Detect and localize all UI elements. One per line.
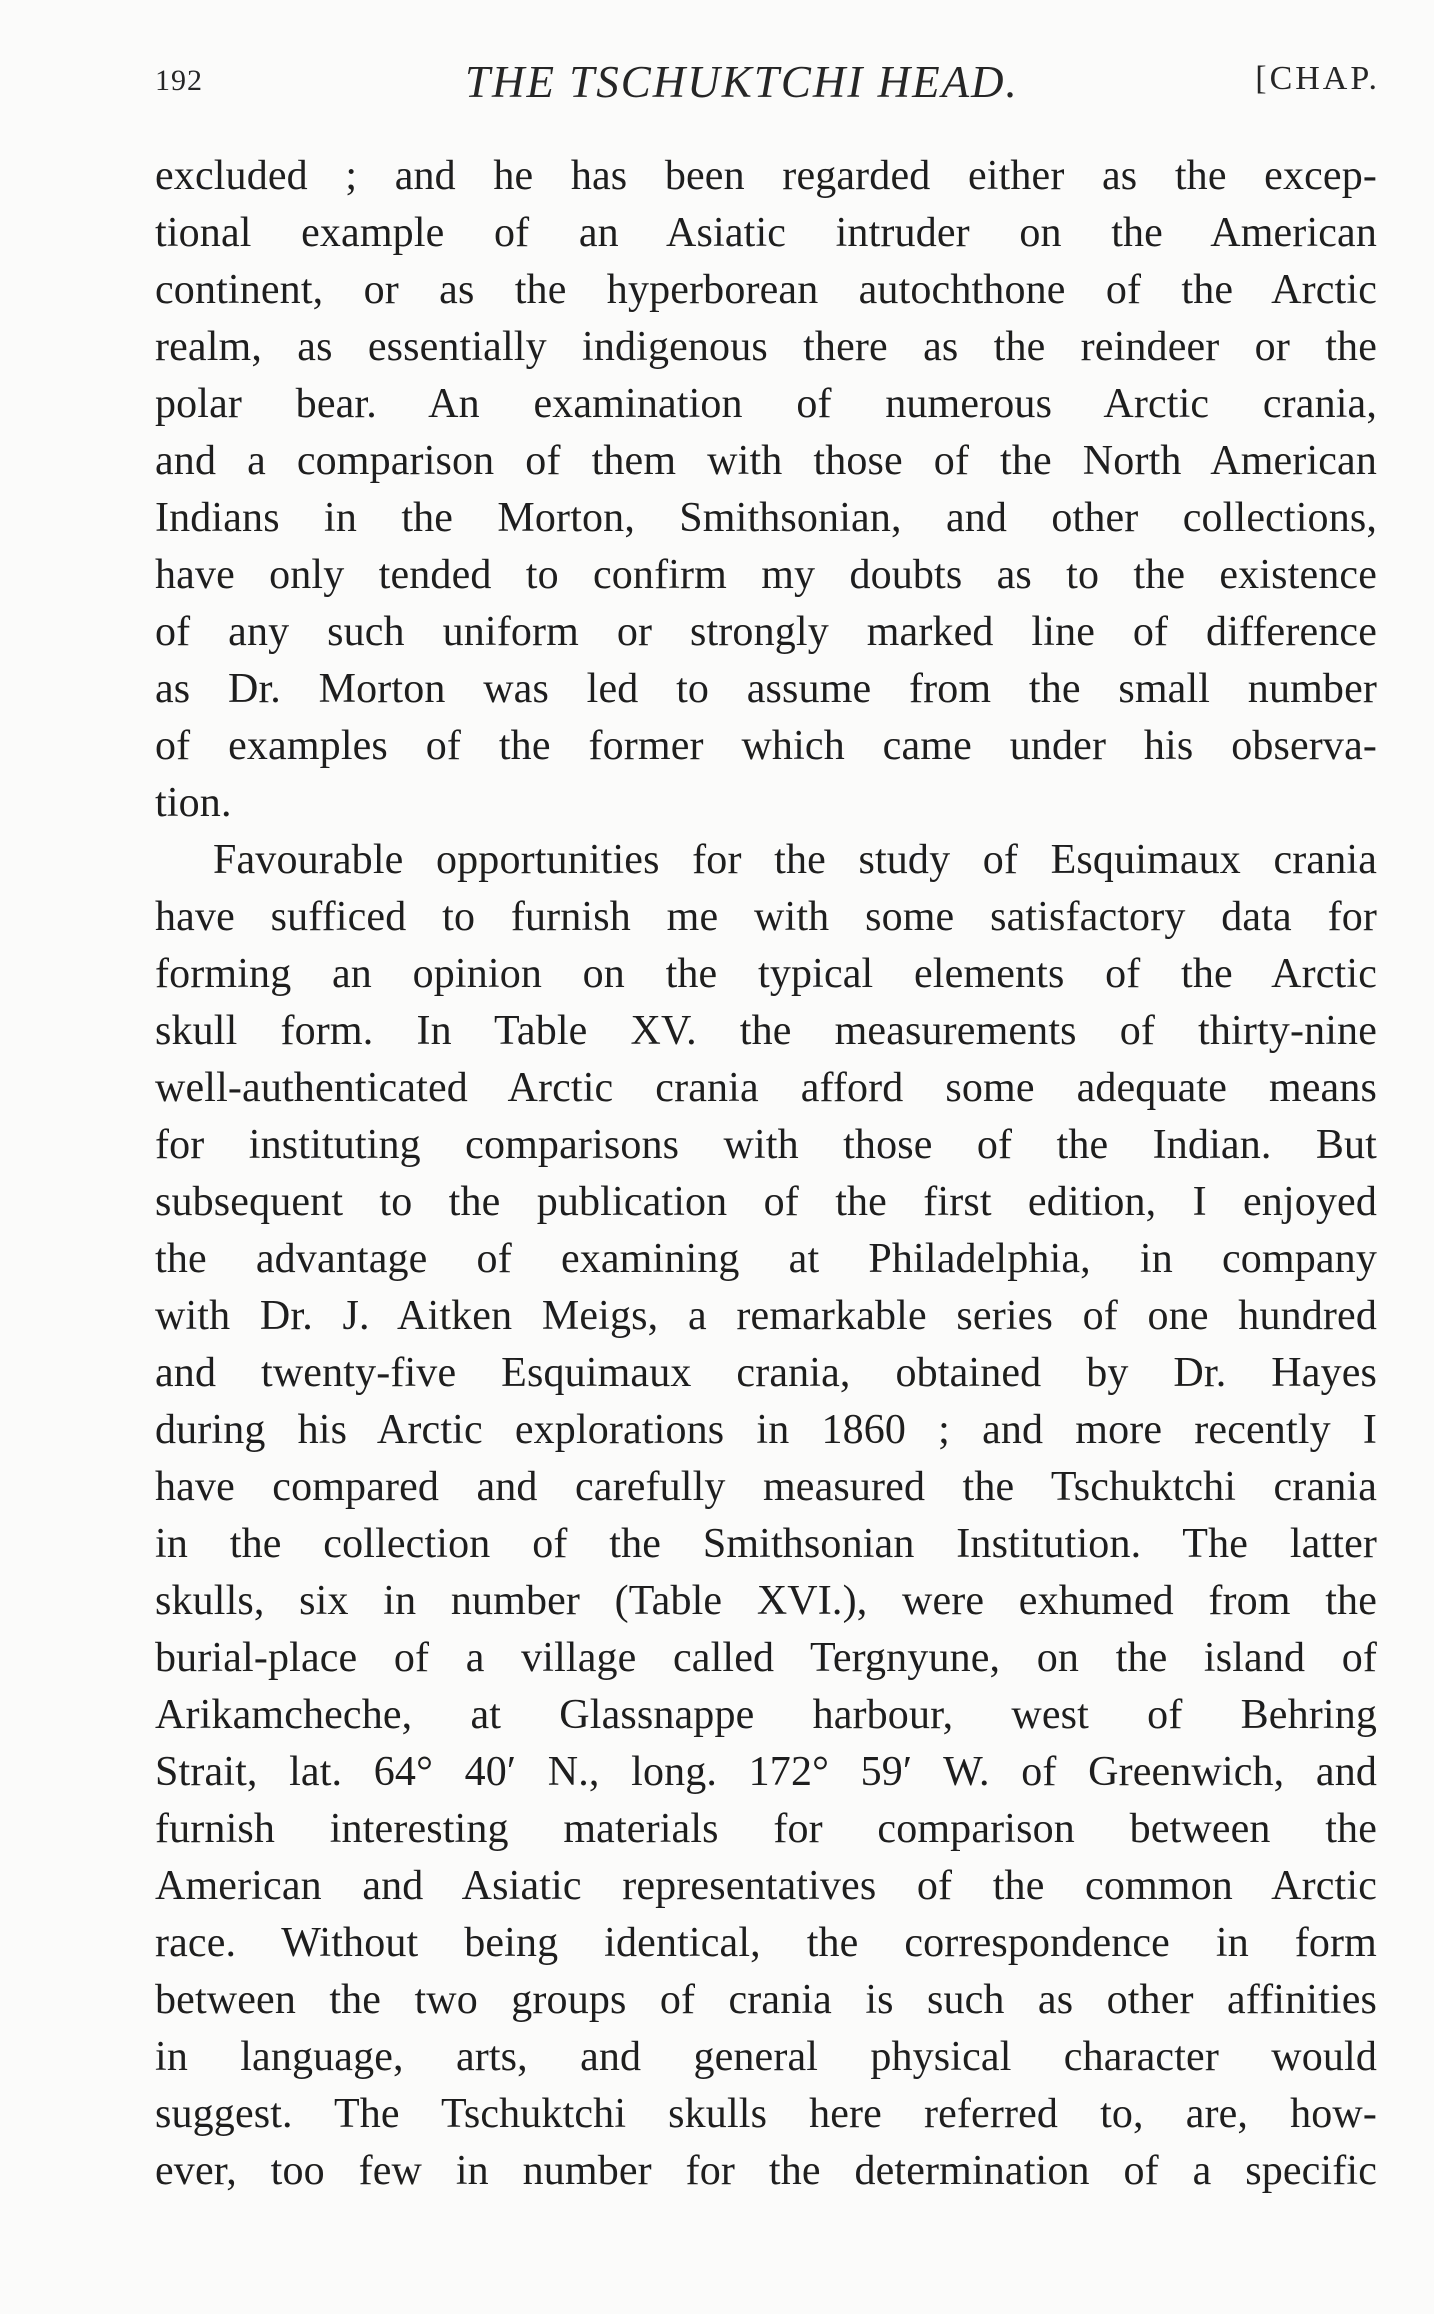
text-line: skull form. In Table XV. the measurements of thirty-nine [155,1008,1377,1054]
text-line: between the two groups of crania is such as other affinities [155,1977,1377,2023]
text-line: have only tended to confirm my doubts as to the existence [155,552,1377,598]
text-line: tional example of an Asiatic intruder on the American [155,210,1377,256]
text-line: American and Asiatic representatives of the common Arctic [155,1863,1377,1909]
chapter-mark: [CHAP. [1255,60,1380,97]
text-line: forming an opinion on the typical elements of the Arctic [155,951,1377,997]
paragraph-2 [155,832,1377,2200]
text-line: in the collection of the Smithsonian Institution. The latter [155,1521,1377,1567]
text-line: ever, too few in number for the determination of a specific [155,2148,1377,2194]
text-line: polar bear. An examination of numerous Arctic crania, [155,381,1377,427]
text-line: the advantage of examining at Philadelphia, in company [155,1236,1377,1282]
text-line: excluded ; and he has been regarded either as the excep- [155,153,1377,199]
text-line: tion. [155,780,232,826]
text-line: furnish interesting materials for comparison between the [155,1806,1377,1852]
text-line: burial-place of a village called Tergnyune, on the island of [155,1635,1377,1681]
text-line: realm, as essentially indigenous there as the reindeer or the [155,324,1377,370]
running-title: THE TSCHUKTCHI HEAD. [465,57,1019,107]
text-line: and a comparison of them with those of the North American [155,438,1377,484]
text-line: of examples of the former which came under his observa- [155,723,1377,769]
text-line: subsequent to the publication of the first edition, I enjoyed [155,1179,1377,1225]
text-line: for instituting comparisons with those of the Indian. But [155,1122,1377,1168]
text-line: Arikamcheche, at Glassnappe harbour, west of Behring [155,1692,1377,1738]
text-line: as Dr. Morton was led to assume from the small number [155,666,1377,712]
text-line: of any such uniform or strongly marked line of difference [155,609,1377,655]
text-line: during his Arctic explorations in 1860 ; and more recently I [155,1407,1377,1453]
text-line: race. Without being identical, the correspondence in form [155,1920,1377,1966]
text-line: have compared and carefully measured the Tschuktchi crania [155,1464,1377,1510]
text-line: continent, or as the hyperborean autochthone of the Arctic [155,267,1377,313]
text-line: Favourable opportunities for the study of Esquimaux crania [213,837,1377,883]
text-line: in language, arts, and general physical character would [155,2034,1377,2080]
paragraph-1 [155,148,1377,832]
text-line: Indians in the Morton, Smithsonian, and other collections, [155,495,1377,541]
text-line: and twenty-five Esquimaux crania, obtained by Dr. Hayes [155,1350,1377,1396]
body-text [155,148,1377,2200]
page-number: 192 [155,64,203,97]
text-line: have sufficed to furnish me with some satisfactory data for [155,894,1377,940]
text-line: suggest. The Tschuktchi skulls here referred to, are, how- [155,2091,1377,2137]
text-line: Strait, lat. 64° 40′ N., long. 172° 59′ W. of Greenwich, and [155,1749,1377,1795]
text-line: well-authenticated Arctic crania afford some adequate means [155,1065,1377,1111]
running-head [155,52,1380,112]
text-line: with Dr. J. Aitken Meigs, a remarkable series of one hundred [155,1293,1377,1339]
text-line: skulls, six in number (Table XVI.), were exhumed from the [155,1578,1377,1624]
